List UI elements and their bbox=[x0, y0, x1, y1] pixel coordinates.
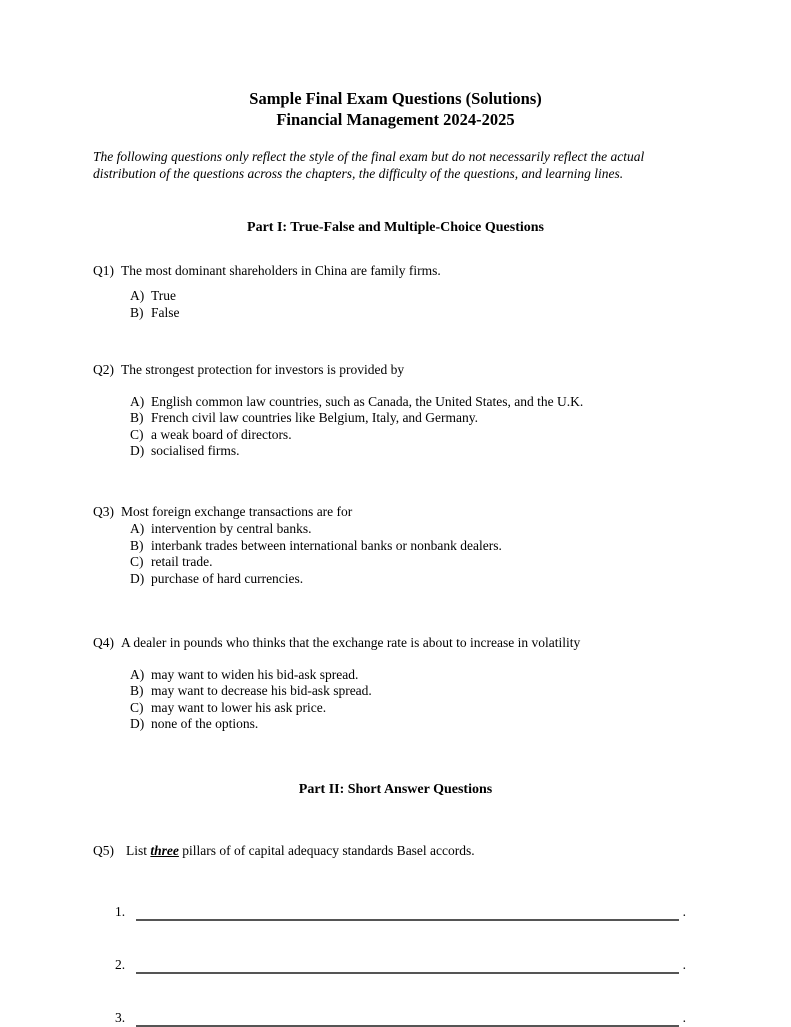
question-text bbox=[93, 504, 698, 521]
question-label: Q1) bbox=[93, 262, 114, 278]
option-text: a weak board of directors. bbox=[151, 426, 292, 442]
blank-period: . bbox=[682, 1010, 686, 1025]
question-q2 bbox=[93, 362, 698, 460]
option-b bbox=[93, 683, 698, 700]
question-label: Q3) bbox=[93, 503, 114, 519]
emphasized-word: three bbox=[150, 843, 179, 858]
answer-blanks bbox=[93, 904, 698, 1027]
option-letter: B) bbox=[130, 410, 144, 425]
blank-number: 2. bbox=[115, 957, 126, 972]
option-b bbox=[93, 538, 698, 555]
option-a bbox=[93, 394, 698, 411]
blank-number: 1. bbox=[115, 904, 126, 919]
blank-underline bbox=[136, 905, 679, 921]
options-list bbox=[93, 667, 698, 733]
part1-heading: Part I: True-False and Multiple-Choice Questions bbox=[247, 220, 544, 235]
option-text: socialised firms. bbox=[151, 443, 240, 458]
option-letter: B) bbox=[130, 683, 144, 698]
question-body-pre: List bbox=[126, 843, 151, 858]
options-list bbox=[93, 288, 698, 321]
intro-note: The following questions only reflect the style of the final exam but do not necessarily reflect the actual distribution of the questions across the chapters, the difficulty of the questions, and learning lines. bbox=[93, 149, 645, 181]
blank-number: 3. bbox=[115, 1010, 126, 1025]
question-text bbox=[93, 843, 698, 860]
answer-blank-1 bbox=[115, 904, 686, 921]
option-letter: C) bbox=[130, 699, 144, 715]
question-body: A dealer in pounds who thinks that the exchange rate is about to increase in volatility bbox=[121, 635, 581, 650]
option-text: may want to widen his bid-ask spread. bbox=[151, 666, 359, 682]
option-a bbox=[93, 288, 698, 305]
blank-period: . bbox=[682, 957, 686, 972]
option-text: purchase of hard currencies. bbox=[151, 570, 304, 586]
option-b bbox=[93, 410, 698, 427]
blank-period: . bbox=[682, 904, 686, 919]
option-text: English common law countries, such as Canada, the United States, and the U.K. bbox=[151, 393, 584, 409]
option-c bbox=[93, 554, 698, 571]
question-label: Q4) bbox=[93, 635, 114, 650]
option-text: none of the options. bbox=[151, 716, 259, 731]
option-letter: D) bbox=[130, 716, 145, 731]
option-text: retail trade. bbox=[151, 554, 213, 569]
option-d bbox=[93, 571, 698, 588]
option-text: True bbox=[151, 288, 177, 303]
question-q4 bbox=[93, 635, 698, 733]
option-letter: A) bbox=[130, 521, 145, 536]
title-line-1: Sample Final Exam Questions (Solutions) bbox=[249, 89, 542, 108]
options-list bbox=[93, 394, 698, 460]
option-b bbox=[93, 305, 698, 322]
option-d bbox=[93, 716, 698, 733]
option-letter: C) bbox=[130, 426, 144, 442]
question-label: Q5) bbox=[93, 843, 114, 858]
option-a bbox=[93, 667, 698, 684]
question-q3 bbox=[93, 504, 698, 588]
option-letter: A) bbox=[130, 393, 145, 409]
question-body: The strongest protection for investors is provided by bbox=[121, 362, 405, 377]
question-label: Q2) bbox=[93, 362, 114, 377]
option-letter: A) bbox=[130, 666, 145, 682]
question-body: Most foreign exchange transactions are for bbox=[121, 503, 353, 519]
option-text: may want to lower his ask price. bbox=[151, 699, 327, 715]
part2-heading: Part II: Short Answer Questions bbox=[298, 781, 493, 797]
options-list bbox=[93, 521, 698, 587]
option-text: interbank trades between international banks or nonbank dealers. bbox=[151, 537, 502, 553]
question-text bbox=[93, 263, 698, 280]
option-a bbox=[93, 521, 698, 538]
option-text: intervention by central banks. bbox=[151, 521, 312, 536]
question-q1 bbox=[93, 263, 698, 322]
option-letter: D) bbox=[130, 443, 145, 458]
option-text: may want to decrease his bid-ask spread. bbox=[151, 683, 372, 698]
option-letter: A) bbox=[130, 288, 145, 303]
option-c bbox=[93, 427, 698, 444]
title-line-2: Financial Management 2024-2025 bbox=[276, 110, 515, 129]
option-letter: B) bbox=[130, 537, 144, 553]
option-text: False bbox=[151, 304, 180, 320]
question-body-post: pillars of of capital adequacy standards Basel accords. bbox=[178, 843, 475, 858]
document-title bbox=[93, 88, 698, 130]
option-text: French civil law countries like Belgium, Italy, and Germany. bbox=[151, 410, 479, 425]
option-letter: D) bbox=[130, 570, 145, 586]
question-text bbox=[93, 362, 698, 379]
option-d bbox=[93, 443, 698, 460]
blank-underline bbox=[136, 1011, 679, 1027]
question-text bbox=[93, 635, 698, 652]
question-q5 bbox=[93, 843, 698, 860]
question-body: The most dominant shareholders in China are family firms. bbox=[121, 262, 441, 278]
option-letter: B) bbox=[130, 304, 144, 320]
answer-blank-2 bbox=[115, 957, 686, 974]
blank-underline bbox=[136, 958, 679, 974]
option-c bbox=[93, 700, 698, 717]
option-letter: C) bbox=[130, 554, 144, 569]
